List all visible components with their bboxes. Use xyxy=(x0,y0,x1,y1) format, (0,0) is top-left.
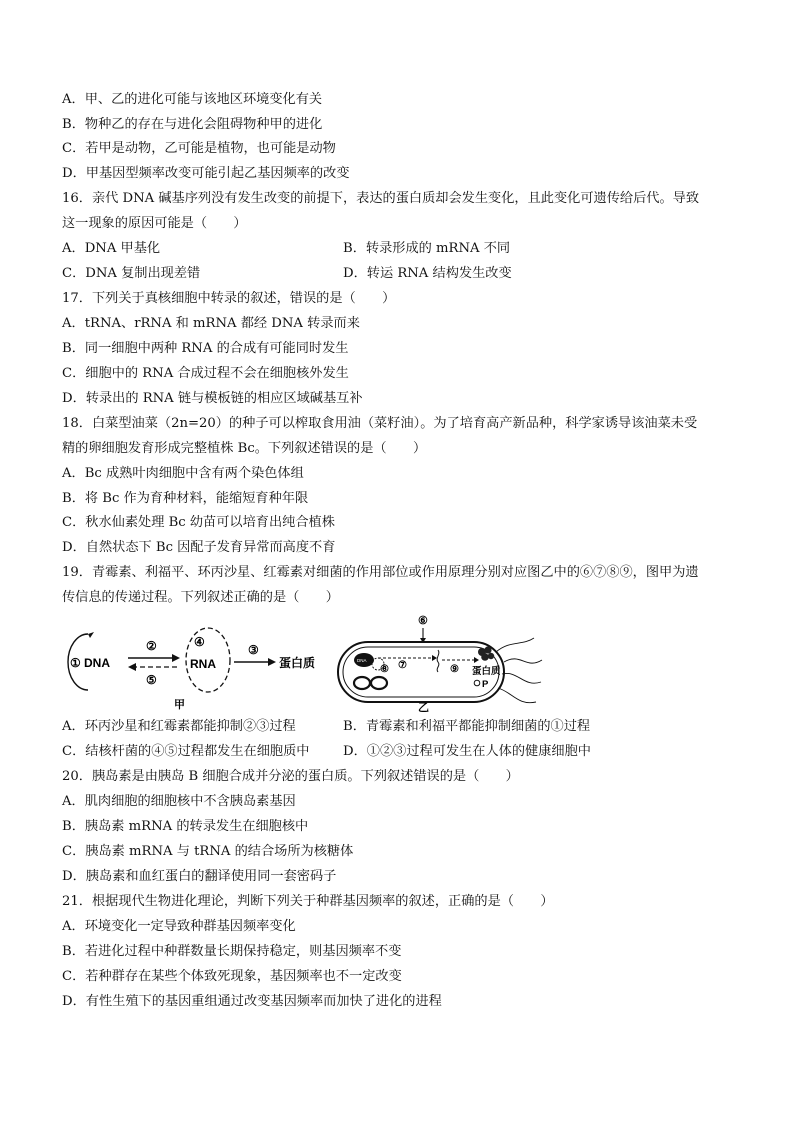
q20-option-b: B．胰岛素 mRNA 的转录发生在细胞核中 xyxy=(62,819,309,834)
q18-option-b: B．将 Bc 作为育种材料，能缩短育种年限 xyxy=(62,491,309,506)
q17-option-d: D．转录出的 RNA 链与模板链的相应区域碱基互补 xyxy=(62,391,363,406)
label-n2: ② xyxy=(146,639,157,653)
arrowhead-9 xyxy=(474,657,479,663)
q19-stem-line2: 传信息的传递过程。下列叙述正确的是（ ） xyxy=(62,590,339,605)
q15-option-b: B．物种乙的存在与进化会阻碍物种甲的进化 xyxy=(62,117,323,132)
q20-option-c: C．胰岛素 mRNA 与 tRNA 的结合场所为核糖体 xyxy=(62,844,354,859)
flagellum-4 xyxy=(496,638,534,652)
diagram-jia xyxy=(68,628,315,711)
loop-arrowhead xyxy=(88,632,94,638)
q19-option-row2 xyxy=(62,743,591,761)
q19-option-d: D．①②③过程可发生在人体的健康细胞中 xyxy=(343,744,591,759)
q16-option-a: A．DNA 甲基化 xyxy=(62,241,161,256)
q20-option-a: A．肌肉细胞的细胞核中不含胰岛素基因 xyxy=(62,794,296,809)
q16-option-row1 xyxy=(62,240,511,258)
q18-stem-line1: 18．白菜型油菜（2n=20）的种子可以榨取食用油（菜籽油）。为了培育高产新品种，科学家诱导该油菜未受 xyxy=(62,416,698,431)
q21-option-b: B．若进化过程中种群数量长期保持稳定，则基因频率不变 xyxy=(62,944,402,959)
q16-option-c: C．DNA 复制出现差错 xyxy=(62,266,201,281)
caption-yi: 乙 xyxy=(418,701,429,712)
label-dna-small: DNA xyxy=(357,658,367,663)
label-n1: ① xyxy=(70,656,81,670)
label-n7: ⑦ xyxy=(398,660,407,671)
q19-option-a: A．环丙沙星和红霉素都能抑制②③过程 xyxy=(62,719,296,734)
arrowhead-2 xyxy=(172,654,180,662)
q20-option-d: D．胰岛素和血红蛋白的翻译使用同一套密码子 xyxy=(62,869,337,884)
label-n4: ④ xyxy=(194,635,205,649)
q15-option-c: C．若甲是动物，乙可能是植物，也可能是动物 xyxy=(62,141,336,156)
arrowhead-3 xyxy=(268,658,276,666)
q21-option-a: A．环境变化一定导致种群基因频率变化 xyxy=(62,919,296,934)
q17-option-b: B．同一细胞中两种 RNA 的合成有可能同时发生 xyxy=(62,341,349,356)
caption-jia: 甲 xyxy=(174,698,185,711)
plasmid-1 xyxy=(354,677,370,689)
q16-stem-line1: 16．亲代 DNA 碱基序列没有发生改变的前提下，表达的蛋白质却会发生变化，且此变化可遗传给后代。导致 xyxy=(62,191,700,206)
label-n5: ⑤ xyxy=(146,673,157,687)
q19-option-c: C．结核杆菌的④⑤过程都发生在细胞质中 xyxy=(62,744,310,759)
plasmid-2 xyxy=(371,677,387,689)
q16-option-row2 xyxy=(62,265,512,283)
q21-stem: 21．根据现代生物进化理论，判断下列关于种群基因频率的叙述，正确的是（ ） xyxy=(62,894,554,909)
label-rna: RNA xyxy=(190,657,216,671)
label-cell-protein: 蛋白质 xyxy=(472,666,501,677)
q18-option-a: A．Bc 成熟叶肉细胞中含有两个染色体组 xyxy=(62,466,304,481)
q18-stem-line2: 精的卵细胞发育形成完整植株 Bc。下列叙述错误的是（ ） xyxy=(62,441,427,456)
q17-option-a: A．tRNA、rRNA 和 mRNA 都经 DNA 转录而来 xyxy=(62,316,360,331)
q17-stem: 17．下列关于真核细胞中转录的叙述，错误的是（ ） xyxy=(62,291,396,306)
q17-option-c: C．细胞中的 RNA 合成过程不会在细胞核外发生 xyxy=(62,366,349,381)
mrna-squiggle xyxy=(437,650,439,672)
label-dna: DNA xyxy=(84,656,110,670)
q19-option-row1 xyxy=(62,718,591,736)
label-protein: 蛋白质 xyxy=(279,656,316,670)
q19-option-b: B．青霉素和利福平都能抑制细菌的①过程 xyxy=(343,719,591,734)
flagellum-3 xyxy=(498,688,536,703)
q16-option-b: B．转录形成的 mRNA 不同 xyxy=(343,241,511,256)
q16-stem-line2: 这一现象的原因可能是（ ） xyxy=(62,216,247,231)
arrowhead-7 xyxy=(432,655,437,661)
q21-option-d: D．有性生殖下的基因重组通过改变基因频率而加快了进化的进程 xyxy=(62,994,442,1009)
label-n8: ⑧ xyxy=(380,664,389,675)
q18-option-d: D．自然状态下 Bc 因配子发育异常而高度不育 xyxy=(62,540,336,555)
p-circle xyxy=(474,680,480,686)
flagellum-1 xyxy=(504,659,542,663)
label-n3: ③ xyxy=(248,643,259,657)
q20-stem: 20．胰岛素是由胰岛 B 细胞合成并分泌的蛋白质。下列叙述错误的是（ ） xyxy=(62,769,519,784)
label-n6: ⑥ xyxy=(418,615,428,627)
q18-option-c: C．秋水仙素处理 Bc 幼苗可以培育出纯合植株 xyxy=(62,515,335,530)
q15-option-d: D．甲基因型频率改变可能引起乙基因频率的改变 xyxy=(62,166,350,181)
diagram-yi xyxy=(338,615,542,712)
arrowhead-5 xyxy=(128,663,136,671)
q15-option-a: A．甲、乙的进化可能与该地区环境变化有关 xyxy=(62,92,323,107)
q16-option-d: D．转运 RNA 结构发生改变 xyxy=(343,266,512,281)
label-p: P xyxy=(482,679,489,690)
q19-stem-line1: 19．青霉素、利福平、环丙沙星、红霉素对细菌的作用部位或作用原理分别对应图乙中的⑥⑦⑧⑨，图甲为遗 xyxy=(62,565,699,580)
flagellum-2 xyxy=(502,673,541,683)
q21-option-c: C．若种群存在某些个体致死现象，基因频率也不一定改变 xyxy=(62,969,402,984)
q19-figure xyxy=(66,612,546,712)
label-n9: ⑨ xyxy=(450,664,459,675)
